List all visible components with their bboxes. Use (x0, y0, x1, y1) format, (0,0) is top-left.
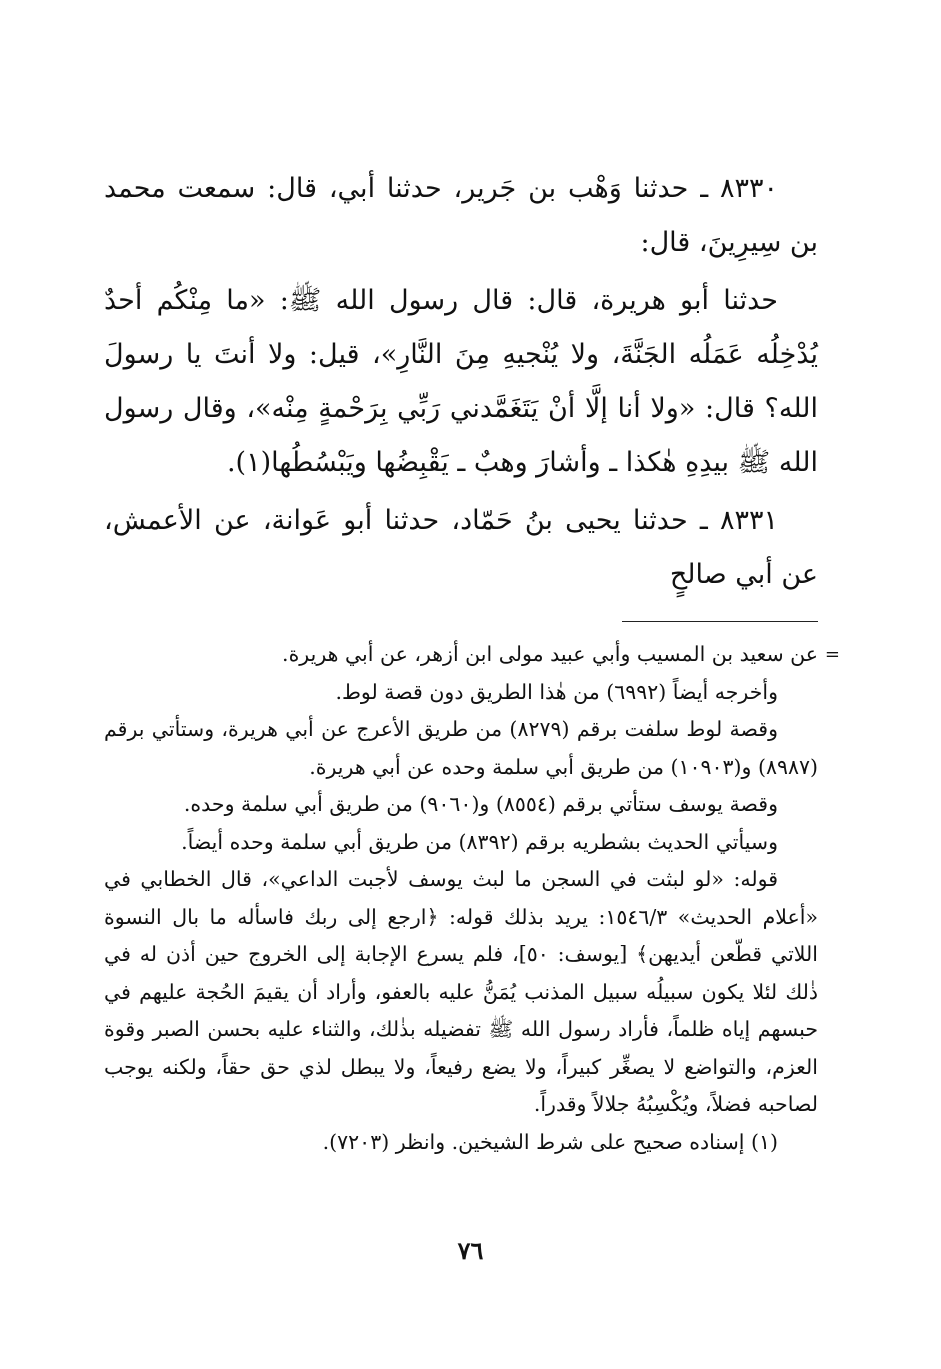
footnote-paragraph: وسيأتي الحديث بشطريه برقم (٨٣٩٢) من طريق أبي سلمة وحده أيضاً. (181, 829, 778, 854)
footnote-1: (١) إسناده صحيح على شرط الشيخين. وانظر (٧٢٠٣). (322, 1129, 778, 1154)
footnote-paragraph: قوله: «لو لبثت في السجن ما لبث يوسف لأجبت الداعي»، قال الخطابي في «أعلام الحديث» ١٥٤٦/٣: يريد بذلك قوله: ﴿ارجع إلى ربك فاسأله ما بال النسوة اللاتي قطّعن أيديهن﴾ [يوسف: ٥٠]، فلم يسرع الإجابة إلى الخروج حين أذن له في ذٰلك لئلا يكون سبيلُه سبيل المذنب يُمَنُّ عليه بالعفو، وأراد أن يقيمَ الحُجة عليهم في حبسهم إياه ظلماً، فأراد رسول الله ﷺ تفضيله بذٰلك، والثناء عليه بحسن الصبر وقوة العزم، والتواضع لا يصغِّر كبيراً، ولا يضع رفيعاً، ولا يبطل لذي حق حقاً، ولكنه يوجب لصاحبه فضلاً، ويُكْسِبُهُ جلالاً وقدراً. (104, 867, 818, 1116)
footnote-paragraph: وقصة لوط سلفت برقم (٨٢٧٩) من طريق الأعرج عن أبي هريرة، وستأتي برقم (٨٩٨٧) و(١٠٩٠٣) من طريق أبي سلمة وحده عن أبي هريرة. (104, 717, 818, 779)
page-number: ٧٦ (457, 1236, 484, 1265)
continuation-mark: = (824, 644, 840, 665)
hadith-8331-chain: ٨٣٣١ ـ حدثنا يحيى بنُ حَمّاد، حدثنا أبو عَوانة، عن الأعمش، عن أبي صالحٍ (104, 505, 818, 590)
footnote-paragraph: وأخرجه أيضاً (٦٩٩٢) من هٰذا الطريق دون قصة لوط. (335, 679, 778, 704)
footnotes (104, 636, 840, 1161)
footnote-separator (622, 621, 818, 622)
hadith-8330-text: حدثنا أبو هريرة، قال: قال رسول الله ﷺ: «ما مِنْكُم أحدٌ يُدْخِلُه عَمَلُه الجَنَّةَ، ولا يُنْجيهِ مِنَ النَّارِ»، قيل: ولا أنتَ يا رسولَ الله؟ قال: «ولا أنا إلَّا أنْ يَتَغَمَّدني رَبِّي بِرَحْمةٍ مِنْه»، وقال رسول الله ﷺ بيدِهِ هٰكذا ـ وأشارَ وهبٌ ـ يَقْبِضُها ويَبْسُطُها(١). (104, 285, 818, 478)
hadith-8330-chain: ٨٣٣٠ ـ حدثنا وَهْب بن جَرير، حدثنا أبي، قال: سمعت محمد بن سِيرِينَ، قال: (104, 173, 818, 258)
main-text (104, 162, 818, 602)
footnote-paragraph: وقصة يوسف ستأتي برقم (٨٥٥٤) و(٩٠٦٠) من طريق أبي سلمة وحده. (183, 792, 778, 816)
footnote-paragraph: عن سعيد بن المسيب وأبي عبيد مولى ابن أزهر، عن أبي هريرة. (282, 642, 818, 666)
